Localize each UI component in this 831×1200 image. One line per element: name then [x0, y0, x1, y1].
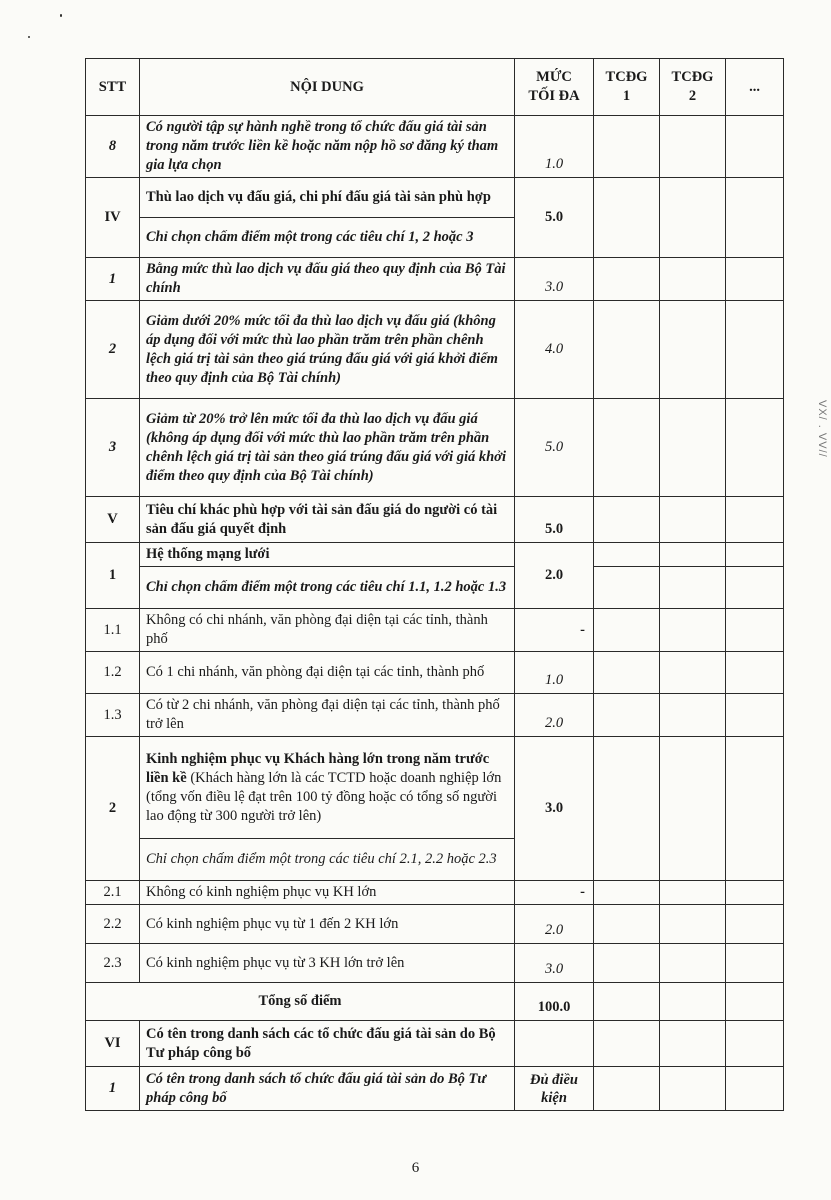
table-row — [86, 1021, 784, 1067]
score-cell — [726, 905, 784, 944]
score-cell — [594, 497, 660, 543]
row-instruction: Chỉ chọn chấm điểm một trong các tiêu chí 2.1, 2.2 hoặc 2.3 — [140, 839, 515, 881]
score-cell — [594, 1067, 660, 1111]
score-cell — [726, 737, 784, 881]
score-cell — [726, 983, 784, 1021]
table-row — [86, 399, 784, 497]
score-cell — [660, 301, 726, 399]
table-row — [86, 543, 784, 567]
score-cell — [660, 399, 726, 497]
score-cell — [594, 609, 660, 652]
row-max: - — [515, 881, 594, 905]
score-cell — [660, 609, 726, 652]
row-stt: 8 — [86, 116, 140, 178]
table-row — [86, 694, 784, 737]
scoring-table — [85, 58, 784, 1111]
header-row — [86, 59, 784, 116]
total-label: Tổng số điểm — [86, 983, 515, 1021]
table-row — [86, 905, 784, 944]
score-cell — [660, 881, 726, 905]
score-cell — [660, 178, 726, 258]
header-max: MỨC TỐI ĐA — [515, 59, 594, 116]
score-cell — [660, 737, 726, 881]
score-cell — [660, 652, 726, 694]
row-max: 3.0 — [515, 944, 594, 983]
row-content: Có tên trong danh sách tổ chức đấu giá tài sản do Bộ Tư pháp công bố — [140, 1067, 515, 1111]
score-cell — [660, 543, 726, 567]
score-cell — [726, 178, 784, 258]
score-cell — [726, 944, 784, 983]
table-row — [86, 1067, 784, 1111]
row-content: Hệ thống mạng lưới — [140, 543, 515, 567]
row-content: Có kinh nghiệm phục vụ từ 1 đến 2 KH lớn — [140, 905, 515, 944]
scan-mark — [60, 14, 62, 17]
table-row — [86, 609, 784, 652]
row-stt: IV — [86, 178, 140, 258]
score-cell — [726, 543, 784, 567]
row-content: Giảm từ 20% trở lên mức tối đa thù lao dịch vụ đấu giá (không áp dụng đối với mức thù lao phần trăm trên phần chênh lệch giá trị tài sản theo giá trúng đấu giá với giá khởi điểm theo quy định của Bộ Tài chính) — [140, 399, 515, 497]
header-content: NỘI DUNG — [140, 59, 515, 116]
score-cell — [594, 944, 660, 983]
row-content: Có tên trong danh sách các tổ chức đấu giá tài sản do Bộ Tư pháp công bố — [140, 1021, 515, 1067]
row-content — [140, 737, 515, 839]
table-row — [86, 497, 784, 543]
row-content: Giảm dưới 20% mức tối đa thù lao dịch vụ đấu giá (không áp dụng đối với mức thù lao phần trăm trên phần chênh lệch giá trị tài sản theo giá trúng đấu giá với giá khởi điểm theo quy định của Bộ Tài chính) — [140, 301, 515, 399]
row-max: 5.0 — [515, 497, 594, 543]
score-cell — [594, 881, 660, 905]
score-cell — [660, 944, 726, 983]
table-row — [86, 944, 784, 983]
table-row — [86, 301, 784, 399]
row-content: Bằng mức thù lao dịch vụ đấu giá theo quy định của Bộ Tài chính — [140, 258, 515, 301]
row-max: - — [515, 609, 594, 652]
score-cell — [726, 609, 784, 652]
margin-note: VX/ . VV// — [816, 400, 828, 458]
row-max: 2.0 — [515, 905, 594, 944]
row-max — [515, 1021, 594, 1067]
score-cell — [594, 258, 660, 301]
score-cell — [594, 694, 660, 737]
table-row — [86, 116, 784, 178]
score-cell — [660, 258, 726, 301]
table-row — [86, 652, 784, 694]
table-row — [86, 178, 784, 218]
score-cell — [726, 497, 784, 543]
score-cell — [660, 116, 726, 178]
row-content: Tiêu chí khác phù hợp với tài sản đấu giá do người có tài sản đấu giá quyết định — [140, 497, 515, 543]
score-cell — [726, 301, 784, 399]
row-max: Đủ điều kiện — [515, 1067, 594, 1111]
score-cell — [660, 1067, 726, 1111]
row-stt: 2.1 — [86, 881, 140, 905]
score-cell — [726, 1021, 784, 1067]
row-content: Có người tập sự hành nghề trong tổ chức đấu giá tài sản trong năm trước liền kề hoặc năm nộp hồ sơ đăng ký tham gia lựa chọn — [140, 116, 515, 178]
row-stt: 2.3 — [86, 944, 140, 983]
row-stt: 1.3 — [86, 694, 140, 737]
row-stt: 2.2 — [86, 905, 140, 944]
row-stt: 1.1 — [86, 609, 140, 652]
row-content: Không có chi nhánh, văn phòng đại diện tại các tỉnh, thành phố — [140, 609, 515, 652]
row-max: 5.0 — [515, 399, 594, 497]
row-max: 3.0 — [515, 258, 594, 301]
table-row — [86, 737, 784, 839]
score-cell — [726, 399, 784, 497]
score-cell — [660, 694, 726, 737]
score-cell — [726, 694, 784, 737]
score-cell — [594, 178, 660, 258]
row-max: 1.0 — [515, 652, 594, 694]
row-content: Có 1 chi nhánh, văn phòng đại diện tại các tỉnh, thành phố — [140, 652, 515, 694]
row-stt: 1 — [86, 543, 140, 609]
page-number: 6 — [411, 1160, 420, 1176]
score-cell — [660, 905, 726, 944]
row-content-rest: (Khách hàng lớn là các TCTD hoặc doanh nghiệp lớn (tổng vốn điều lệ đạt trên 100 tỷ đồng hoặc có tổng số người lao động từ 300 người trở lên) — [146, 769, 502, 824]
score-cell — [726, 567, 784, 609]
total-row — [86, 983, 784, 1021]
row-max: 2.0 — [515, 694, 594, 737]
score-cell — [594, 905, 660, 944]
score-cell — [660, 567, 726, 609]
row-content: Có từ 2 chi nhánh, văn phòng đại diện tại các tỉnh, thành phố trở lên — [140, 694, 515, 737]
score-cell — [726, 116, 784, 178]
score-cell — [594, 399, 660, 497]
header-tcdg-1: TCĐG 1 — [594, 59, 660, 116]
table-row — [86, 258, 784, 301]
score-cell — [594, 652, 660, 694]
score-cell — [660, 497, 726, 543]
row-max: 5.0 — [515, 178, 594, 258]
score-cell — [594, 1021, 660, 1067]
total-max: 100.0 — [515, 983, 594, 1021]
table-row — [86, 881, 784, 905]
score-cell — [660, 1021, 726, 1067]
header-more: ... — [726, 59, 784, 116]
score-cell — [594, 116, 660, 178]
row-stt: VI — [86, 1021, 140, 1067]
row-stt: V — [86, 497, 140, 543]
row-stt: 2 — [86, 301, 140, 399]
score-cell — [594, 301, 660, 399]
row-stt: 3 — [86, 399, 140, 497]
row-content-bold: Kinh nghiệm phục vụ Khách hàng lớn trong năm trước liền kề — [146, 750, 490, 786]
row-stt: 2 — [86, 737, 140, 881]
row-max: 2.0 — [515, 543, 594, 609]
score-cell — [726, 1067, 784, 1111]
score-cell — [726, 258, 784, 301]
row-content: Không có kinh nghiệm phục vụ KH lớn — [140, 881, 515, 905]
row-stt: 1 — [86, 258, 140, 301]
header-tcdg-2: TCĐG 2 — [660, 59, 726, 116]
row-max: 3.0 — [515, 737, 594, 881]
row-content: Có kinh nghiệm phục vụ từ 3 KH lớn trở lên — [140, 944, 515, 983]
table-row — [86, 567, 784, 609]
row-stt: 1.2 — [86, 652, 140, 694]
row-content: Thù lao dịch vụ đấu giá, chi phí đấu giá tài sản phù hợp — [140, 178, 515, 218]
score-cell — [726, 881, 784, 905]
row-max: 4.0 — [515, 301, 594, 399]
score-cell — [594, 543, 660, 567]
scan-mark — [28, 36, 30, 38]
row-stt: 1 — [86, 1067, 140, 1111]
row-instruction: Chỉ chọn chấm điểm một trong các tiêu chí 1, 2 hoặc 3 — [140, 218, 515, 258]
row-max: 1.0 — [515, 116, 594, 178]
score-cell — [594, 567, 660, 609]
score-cell — [594, 983, 660, 1021]
score-cell — [594, 737, 660, 881]
row-instruction: Chỉ chọn chấm điểm một trong các tiêu chí 1.1, 1.2 hoặc 1.3 — [140, 567, 515, 609]
score-cell — [726, 652, 784, 694]
score-cell — [660, 983, 726, 1021]
header-stt: STT — [86, 59, 140, 116]
